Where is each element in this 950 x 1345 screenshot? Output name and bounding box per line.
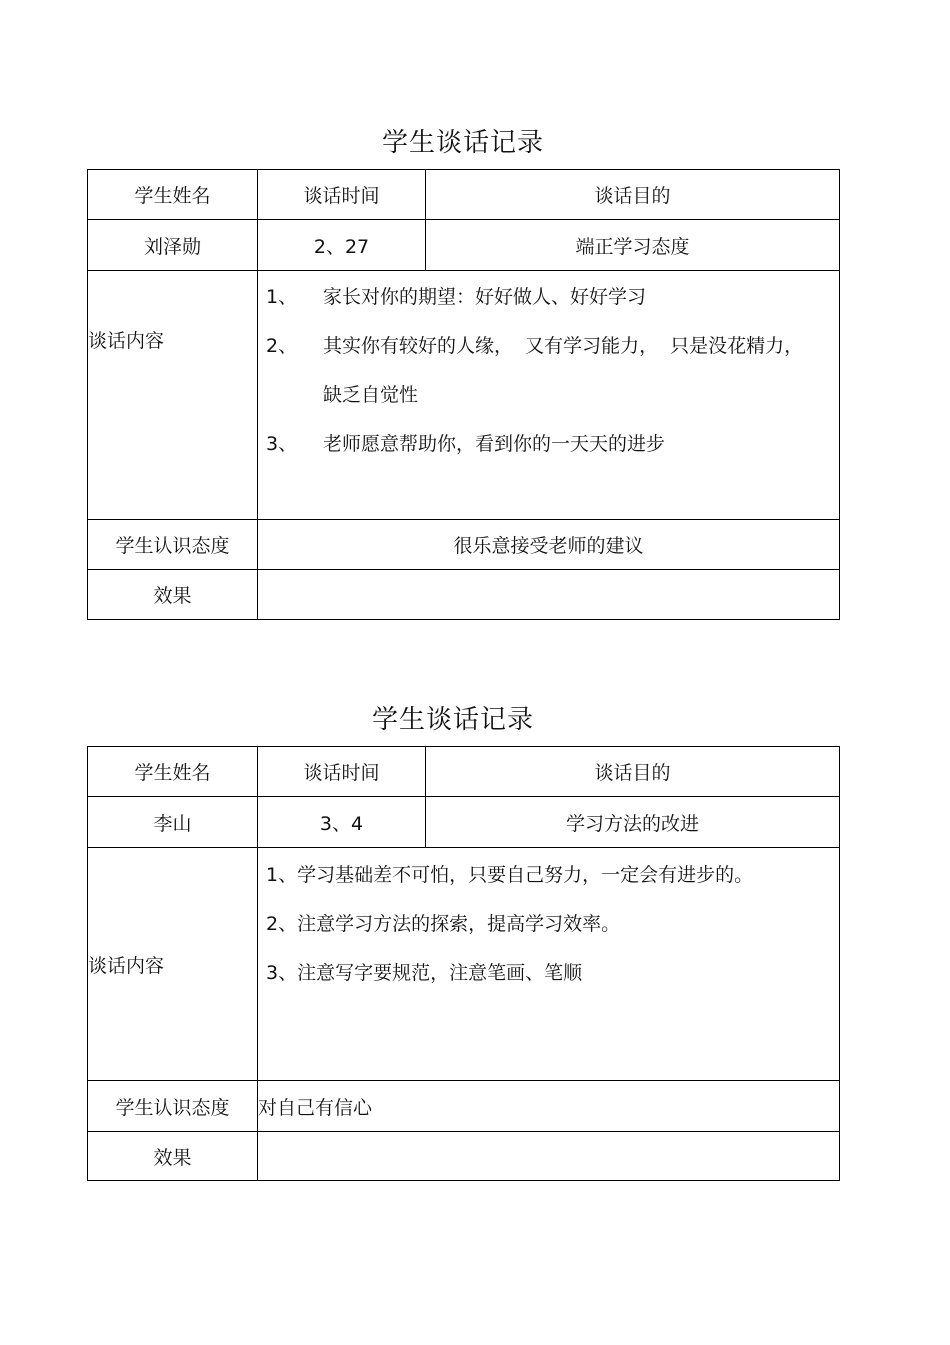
content-item-text: 家长对你的期望：好好做人、好好学习 — [323, 286, 647, 308]
talk-purpose-value: 学习方法的改进 — [426, 797, 840, 848]
content-item-number: 3、 — [266, 433, 298, 455]
effect-value — [258, 570, 840, 620]
content-item-text: 老师愿意帮助你，看到你的一天天的进步 — [323, 433, 666, 455]
content-item — [266, 322, 839, 371]
content-label: 谈话内容 — [88, 271, 258, 520]
content-item-number: 1、 — [266, 286, 298, 308]
record-title: 学生谈话记录 — [381, 128, 544, 158]
effect-value — [258, 1132, 840, 1181]
header-student-name: 学生姓名 — [88, 747, 258, 797]
effect-label: 效果 — [88, 1132, 258, 1181]
content-item — [266, 420, 839, 469]
content-item-text: 学习基础差不可怕，只要自己努力，一定会有进步的。 — [297, 864, 754, 886]
header-student-name: 学生姓名 — [88, 170, 258, 220]
student-name-value: 李山 — [88, 797, 258, 848]
content-cell — [258, 271, 840, 520]
attitude-label: 学生认识态度 — [88, 1081, 258, 1132]
content-item-number: 1、 — [266, 864, 298, 886]
talk-time-value: 2、27 — [258, 220, 426, 271]
attitude-value: 对自己有信心 — [258, 1081, 840, 1132]
header-talk-purpose: 谈话目的 — [426, 747, 840, 797]
talk-time-value: 3、4 — [258, 797, 426, 848]
header-talk-time: 谈话时间 — [258, 170, 426, 220]
content-cell — [258, 848, 840, 1081]
student-name-value: 刘泽勋 — [88, 220, 258, 271]
content-item-continuation — [266, 371, 839, 420]
content-item — [266, 851, 839, 900]
content-item-number: 2、 — [266, 335, 298, 357]
attitude-value: 很乐意接受老师的建议 — [258, 520, 840, 570]
content-item-text: 注意学习方法的探索，提高学习效率。 — [297, 913, 621, 935]
header-talk-purpose: 谈话目的 — [426, 170, 840, 220]
content-item-number: 3、 — [266, 962, 298, 984]
content-item-text: 注意写字要规范，注意笔画、笔顺 — [297, 962, 583, 984]
record-table — [87, 169, 840, 620]
content-item — [266, 949, 839, 998]
record-title: 学生谈话记录 — [371, 705, 534, 735]
content-label: 谈话内容 — [88, 848, 258, 1081]
content-item — [266, 273, 839, 322]
attitude-label: 学生认识态度 — [88, 520, 258, 570]
record-table — [87, 746, 840, 1181]
header-talk-time: 谈话时间 — [258, 747, 426, 797]
content-item — [266, 900, 839, 949]
effect-label: 效果 — [88, 570, 258, 620]
content-item-number: 2、 — [266, 913, 298, 935]
content-item-text: 其实你有较好的人缘， 又有学习能力， 只是没花精力， — [323, 335, 804, 357]
content-item-text: 缺乏自觉性 — [323, 384, 419, 406]
talk-purpose-value: 端正学习态度 — [426, 220, 840, 271]
